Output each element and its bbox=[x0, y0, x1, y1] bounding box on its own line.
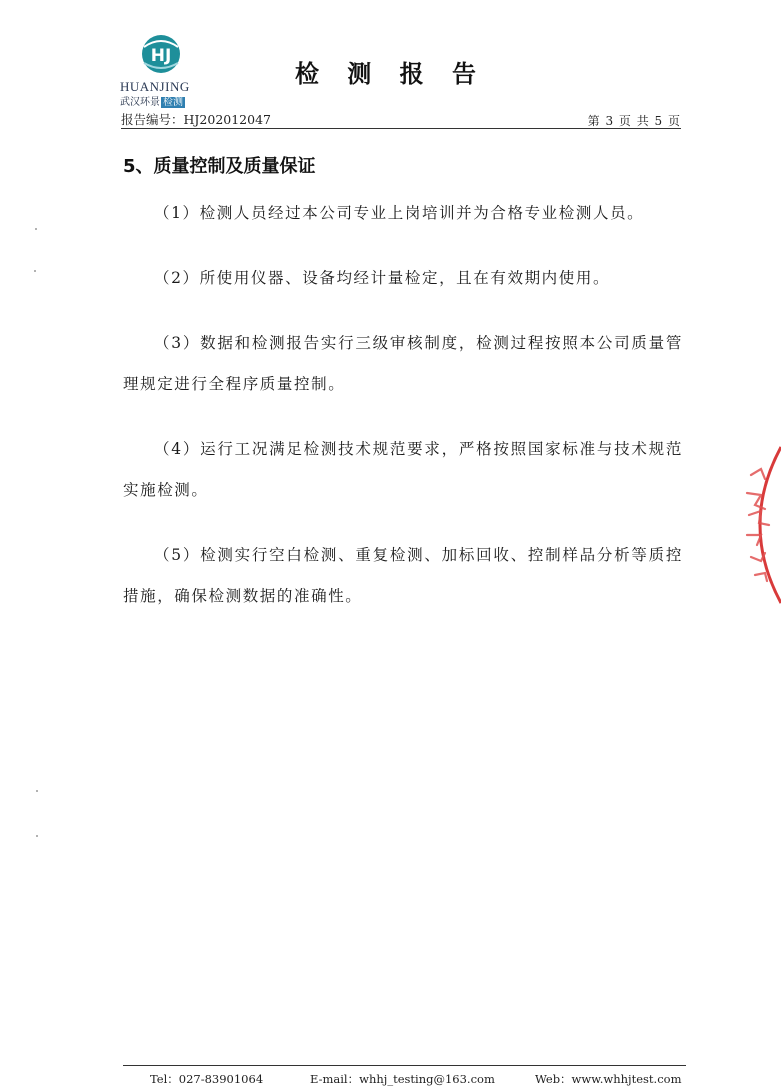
report-number: 报告编号：HJ202012047 bbox=[121, 112, 271, 127]
logo-name-cn-text: 武汉环景 bbox=[120, 97, 160, 108]
footer-divider bbox=[123, 1065, 686, 1066]
logo-name-en: HUANJING bbox=[120, 79, 190, 94]
paragraph-5: （5）检测实行空白检测、重复检测、加标回收、控制样品分析等质控措施，确保检测数据的准确性。 bbox=[123, 546, 683, 605]
paragraph-4: （4）运行工况满足检测技术规范要求，严格按照国家标准与技术规范实施检测。 bbox=[123, 440, 683, 499]
header-divider bbox=[121, 128, 681, 129]
section-heading: 5、质量控制及质量保证 bbox=[123, 156, 316, 177]
scan-speck bbox=[35, 228, 37, 230]
paragraph-3: （3）数据和检测报告实行三级审核制度，检测过程按照本公司质量管理规定进行全程序质量控制。 bbox=[123, 334, 683, 393]
page-number: 第 3 页 共 5 页 bbox=[587, 114, 681, 128]
logo-name-cn-tag: 检测 bbox=[163, 97, 183, 108]
company-seal-fragment bbox=[733, 445, 781, 605]
scan-speck bbox=[36, 790, 38, 792]
scan-speck bbox=[34, 270, 36, 272]
paragraph-1: （1）检测人员经过本公司专业上岗培训并为合格专业检测人员。 bbox=[154, 204, 645, 222]
footer-email: E-mail：whhj_testing@163.com bbox=[310, 1072, 495, 1086]
document-title: 检 测 报 告 bbox=[294, 60, 487, 88]
logo-name-cn bbox=[120, 93, 185, 108]
paragraph-2: （2）所使用仪器、设备均经计量检定，且在有效期内使用。 bbox=[154, 269, 611, 287]
scan-speck bbox=[36, 835, 38, 837]
section-body bbox=[123, 193, 683, 641]
logo-initials: HJ bbox=[150, 46, 172, 66]
footer-telephone: Tel：027-83901064 bbox=[150, 1072, 264, 1086]
footer-website: Web：www.whhjtest.com bbox=[535, 1072, 682, 1086]
